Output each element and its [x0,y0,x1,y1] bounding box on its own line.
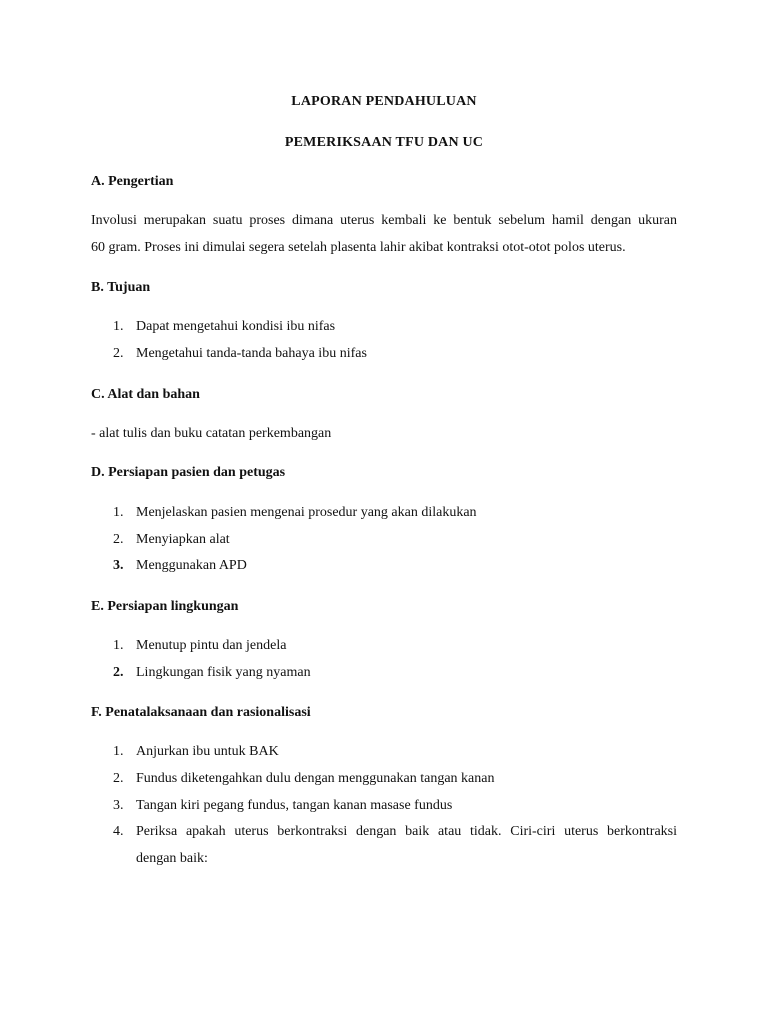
section-f-heading: F. Penatalaksanaan dan rasionalisasi [91,705,311,720]
list-number: 2. [113,532,124,547]
list-text [136,818,677,872]
list-number: 1. [113,638,124,653]
list-number: 2. [113,346,124,361]
section-a-paragraph [91,207,677,261]
list-text: Dapat mengetahui kondisi ibu nifas [136,319,336,334]
list-text-line: Periksa apakah uterus berkontraksi dengan baik atau tidak. Ciri-ciri uterus berkontraksi [136,824,677,839]
document-subtitle: PEMERIKSAAN TFU DAN UC [284,135,484,150]
list-number: 1. [113,744,124,759]
section-c-text: - alat tulis dan buku catatan perkembangan [91,426,332,441]
list-text: Tangan kiri pegang fundus, tangan kanan masase fundus [136,798,453,813]
section-b-heading: B. Tujuan [91,280,151,295]
section-a-heading: A. Pengertian [91,174,174,189]
list-number: 2. [113,665,124,680]
list-text: Menggunakan APD [136,558,247,573]
section-c-heading: C. Alat dan bahan [91,387,200,402]
section-e-heading: E. Persiapan lingkungan [91,599,239,614]
list-number: 2. [113,771,124,786]
list-text: Menyiapkan alat [136,532,230,547]
paragraph-line: Involusi merupakan suatu proses dimana uterus kembali ke bentuk sebelum hamil dengan ukuran [91,213,677,228]
list-text-line: dengan baik: [136,851,208,866]
section-d-heading: D. Persiapan pasien dan petugas [91,465,286,480]
list-number: 3. [113,798,124,813]
list-text: Mengetahui tanda-tanda bahaya ibu nifas [136,346,367,361]
list-text: Anjurkan ibu untuk BAK [136,744,279,759]
list-text: Fundus diketengahkan dulu dengan menggunakan tangan kanan [136,771,495,786]
paragraph-line: 60 gram. Proses ini dimulai segera setelah plasenta lahir akibat kontraksi otot-otot polos uterus. [91,240,626,255]
list-number: 4. [113,824,124,839]
list-item [91,818,677,874]
list-text: Menjelaskan pasien mengenai prosedur yang akan dilakukan [136,505,477,520]
list-number: 3. [113,558,124,573]
document-title: LAPORAN PENDAHULUAN [291,94,477,109]
list-text: Menutup pintu dan jendela [136,638,287,653]
list-text: Lingkungan fisik yang nyaman [136,665,311,680]
list-number: 1. [113,319,124,334]
list-number: 1. [113,505,124,520]
